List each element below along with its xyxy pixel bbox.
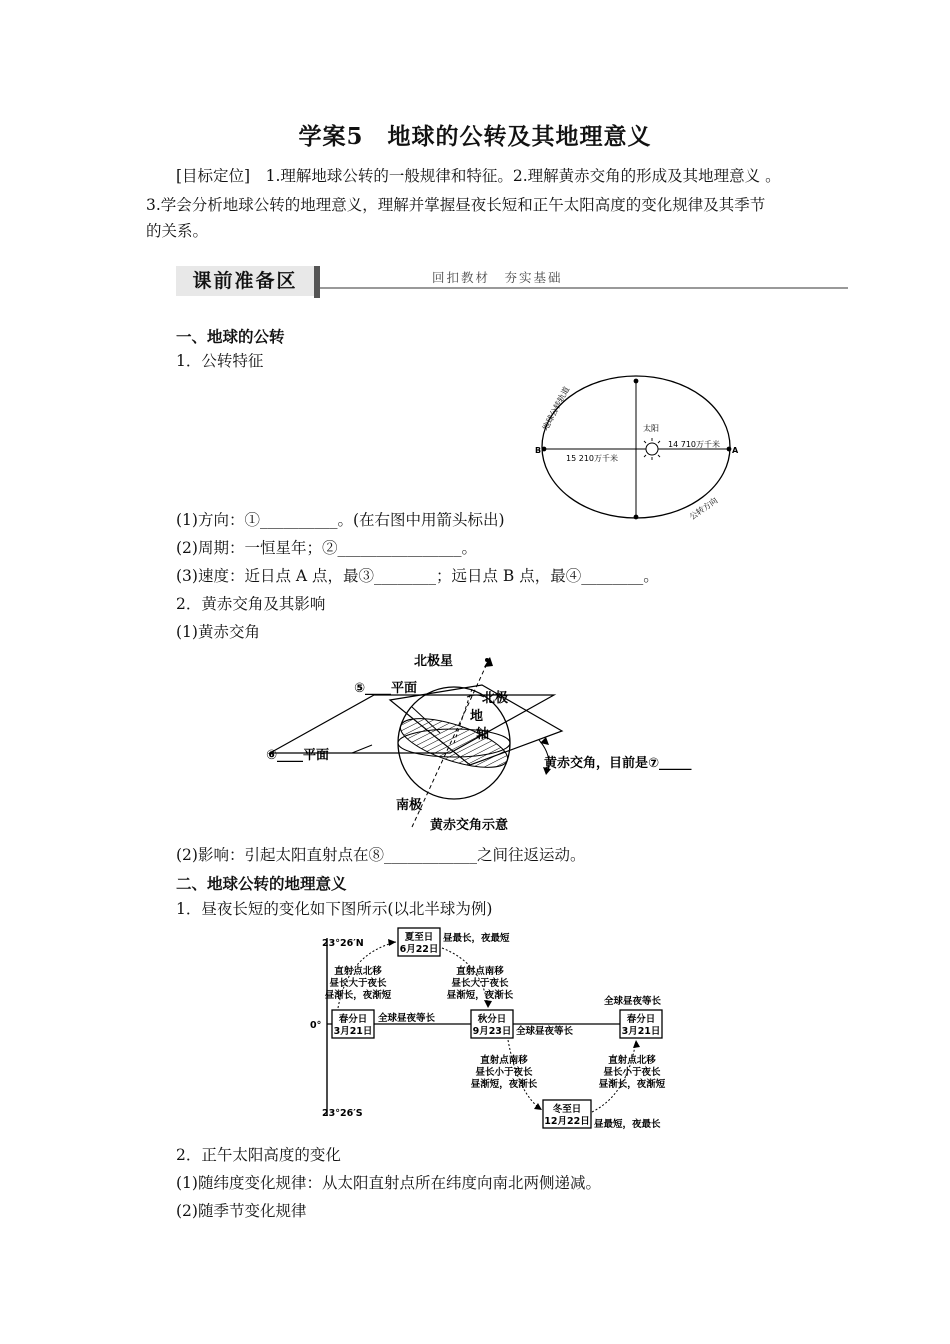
north-pole-label: 北极: [482, 691, 509, 706]
angle-label: 黄赤交角，目前是⑦_____: [544, 756, 692, 771]
summer-note: 昼最长，夜最短: [443, 933, 510, 944]
direction-label: 公转方向: [687, 495, 720, 522]
aphelion-dot: [542, 447, 547, 452]
winter-note: 昼最短，夜最长: [594, 1119, 661, 1130]
sun-label: 太阳: [643, 424, 659, 433]
axis-label-1: 地: [470, 709, 484, 724]
note-2-line-3: 昼渐短，夜渐长: [446, 990, 514, 1001]
obliquity-diagram: [262, 645, 722, 840]
svg-text:9月23日: 9月23日: [472, 1026, 512, 1037]
item-2-sub-1: (1)黄赤交角: [176, 623, 260, 641]
note-1-line-3: 昼渐长，夜渐短: [324, 990, 392, 1001]
equal-label-3: 全球昼夜等长: [604, 996, 662, 1007]
svg-text:3月21日: 3月21日: [621, 1026, 661, 1037]
banner-divider: [314, 266, 320, 298]
equal-label-1: 全球昼夜等长: [378, 1013, 436, 1024]
intro-line-1: [目标定位] 1.理解地球公转的一般规律和特征。2.理解黄赤交角的形成及其地理意义 。: [176, 167, 781, 185]
section-banner: [176, 266, 848, 300]
svg-text:秋分日: 秋分日: [477, 1014, 507, 1025]
lat-s-label: 23°26′S: [322, 1108, 363, 1119]
polaris-arrow: [484, 657, 493, 667]
note-4-line-2: 昼长小于夜长: [603, 1067, 661, 1078]
lat-n-label: 23°26′N: [322, 938, 364, 949]
q-speed: (3)速度：近日点 A 点，最③________；远日点 B 点，最④________。: [176, 567, 659, 585]
note-1-line-2: 昼长大于夜长: [329, 978, 387, 989]
summer-solstice-box: [398, 928, 440, 956]
q-period: (2)周期：一恒星年；②________________。: [176, 539, 477, 557]
equal-label-2: 全球昼夜等长: [516, 1026, 574, 1037]
svg-text:夏至日: 夏至日: [404, 932, 434, 943]
obliquity-caption: 黄赤交角示意: [430, 818, 509, 833]
section-1-item-1: 1．公转特征: [176, 352, 264, 370]
section-2-item-1: 1．昼夜长短的变化如下图所示(以北半球为例): [176, 900, 493, 918]
plane-6-label: ⑥____平面: [266, 748, 330, 763]
winter-solstice-box: [543, 1100, 591, 1128]
aphelion-distance: 15 210万千米: [566, 454, 618, 463]
page-title: 学案5 地球的公转及其地理意义: [298, 123, 652, 150]
intro-line-3: 的关系。: [146, 222, 209, 240]
note-4-line-3: 昼渐长，夜渐短: [598, 1079, 666, 1090]
item-2-heading: 2．黄赤交角及其影响: [176, 595, 326, 613]
note-3-line-3: 昼渐短，夜渐长: [470, 1079, 538, 1090]
perihelion-distance: 14 710万千米: [668, 440, 720, 449]
axis-label-2: 轴: [476, 727, 490, 742]
svg-text:3月21日: 3月21日: [333, 1026, 373, 1037]
svg-text:6月22日: 6月22日: [399, 944, 439, 955]
intro-line-2: 3.学会分析地球公转的地理意义，理解并掌握昼夜长短和正午太阳高度的变化规律及其季节: [146, 196, 766, 214]
note-3-line-1: 直射点南移: [480, 1055, 528, 1066]
note-4-line-1: 直射点北移: [608, 1055, 656, 1066]
note-1-line-1: 直射点北移: [334, 966, 382, 977]
orbit-label: 地球公转轨道: [540, 385, 572, 432]
banner-right-label: 回扣教材 夯实基础: [432, 270, 563, 285]
perihelion-dot: [727, 447, 732, 452]
plane-5-label: ⑤____平面: [354, 681, 418, 696]
banner-rule: [320, 287, 848, 289]
orbit-diagram: [530, 375, 745, 525]
svg-text:春分日: 春分日: [338, 1014, 368, 1025]
section-2-heading: 二、地球公转的地理意义: [176, 874, 347, 893]
note-2-line-1: 直射点南移: [456, 966, 504, 977]
point-a-label: A: [732, 446, 739, 455]
section-2-item-2: 2．正午太阳高度的变化: [176, 1146, 341, 1164]
q-direction: (1)方向：①__________。(在右图中用箭头标出): [176, 511, 505, 529]
spring-equinox-box-2: [620, 1010, 662, 1038]
lat-0-label: 0°: [310, 1020, 322, 1031]
rule-1: (1)随纬度变化规律：从太阳直射点所在纬度向南北两侧递减。: [176, 1174, 601, 1192]
autumn-equinox-box: [471, 1010, 513, 1038]
season-diagram: [308, 924, 688, 1134]
note-3-line-2: 昼长小于夜长: [475, 1067, 533, 1078]
q-influence: (2)影响：引起太阳直射点在⑧____________之间往返运动。: [176, 846, 586, 864]
banner-left-label: 课前准备区: [176, 266, 314, 296]
section-1-heading: 一、地球的公转: [176, 327, 285, 346]
spring-equinox-box: [332, 1010, 374, 1038]
svg-text:冬至日: 冬至日: [552, 1104, 582, 1115]
polaris-label: 北极星: [414, 654, 454, 669]
rule-2: (2)随季节变化规律: [176, 1202, 307, 1220]
svg-text:春分日: 春分日: [626, 1014, 656, 1025]
note-2-line-2: 昼长大于夜长: [451, 978, 509, 989]
south-pole-label: 南极: [396, 798, 423, 813]
svg-text:12月22日: 12月22日: [544, 1116, 590, 1127]
point-b-label: B: [535, 446, 542, 455]
